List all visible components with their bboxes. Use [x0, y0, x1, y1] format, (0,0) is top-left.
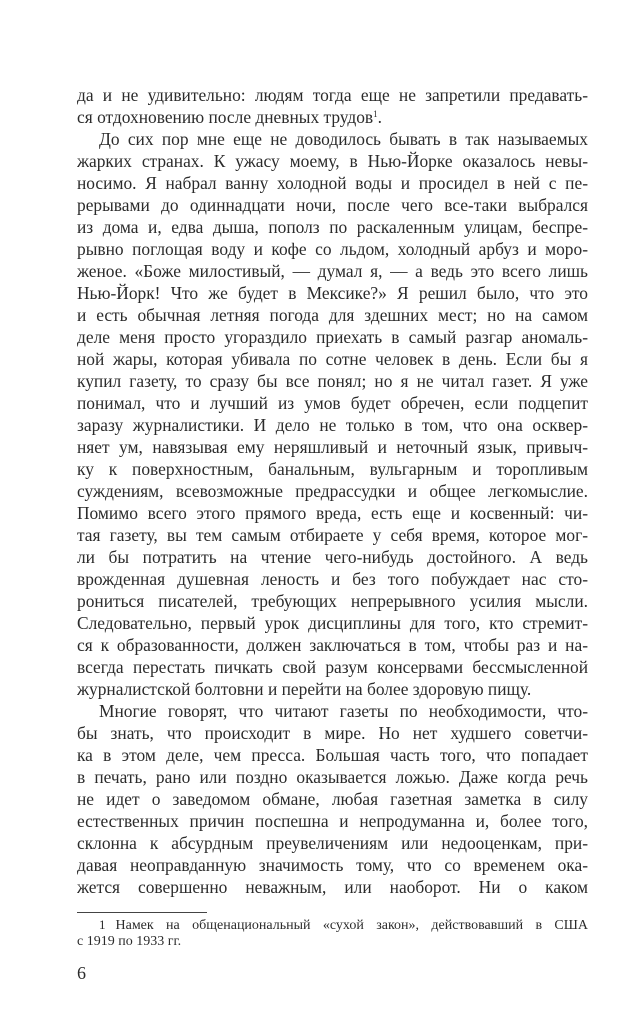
text-line: бы знать, что происходит в мире. Но нет худшего советчи- [77, 723, 588, 743]
text-line: Помимо всего этого прямого вреда, есть еще и косвенный: чи- [77, 503, 588, 523]
text-line: рерывами до одиннадцати ночи, после чего все-таки выбрался [77, 195, 588, 215]
footnote [77, 916, 588, 950]
text-line: купил газету, то сразу бы все понял; но я не читал газет. Я уже [77, 371, 588, 391]
text-line: понимал, что и лучший из умов будет обречен, если подцепит [77, 393, 588, 413]
text-line: деле меня просто угораздило приехать в самый разгар аномаль- [77, 327, 588, 347]
text-line: няет ум, навязывая ему неряшливый и неточный язык, привыч- [77, 437, 588, 457]
footnote-number: 1 [99, 917, 106, 932]
text-line: в печать, рано или поздно оказывается ложью. Даже когда речь [77, 767, 588, 787]
text-line: ся к образованности, должен заключаться в том, чтобы раз и на- [77, 635, 588, 655]
body-text [77, 84, 588, 898]
text-line: склонна к абсурдным преувеличениям или недооценкам, при- [77, 833, 588, 853]
text-line: рониться писателей, требующих непрерывного усилия мысли. [77, 591, 588, 611]
text-line: естественных причин поспешна и непродуманна и, более того, [77, 811, 588, 831]
text-line: из дома и, едва дыша, пополз по раскаленным улицам, беспре- [77, 217, 588, 237]
page-number: 6 [77, 963, 86, 983]
text-line: Следовательно, первый урок дисциплины для того, кто стремит- [77, 613, 588, 633]
text-line: жарких странах. К ужасу моему, в Нью-Йорке оказалось невы- [77, 151, 588, 171]
text-line: Нью-Йорк! Что же будет в Мексике?» Я решил было, что это [77, 283, 588, 303]
footnote-text: Намек на общенациональный «сухой закон», действовавший в США [115, 918, 588, 933]
text-line: заразу журналистики. И дело не только в том, что она осквер- [77, 415, 588, 435]
period: . [377, 107, 383, 127]
text-line: ку к поверхностным, банальным, вульгарным и торопливым [77, 459, 588, 479]
text-line: ли бы потратить на чтение чего-нибудь достойного. А ведь [77, 547, 588, 567]
footnote-reference[interactable]: 1 [373, 109, 378, 119]
footnote-line: с 1919 по 1933 гг. [77, 934, 182, 949]
text-line: всегда перестать пичкать свой разум консервами бессмысленной [77, 657, 588, 677]
text-line: врожденная душевная леность и без того побуждает нас сто- [77, 569, 588, 589]
text-line [77, 106, 588, 128]
text-line: и есть обычная летняя погода для здешних мест; но на самом [77, 305, 588, 325]
text-line: рывно поглощая воду и кофе со льдом, холодный арбуз и моро- [77, 239, 588, 259]
text-line: ной жары, которая убивала по сотне человек в день. Если бы я [77, 349, 588, 369]
text-line: жется совершенно неважным, или наоборот. Ни о каком [77, 877, 588, 897]
text-line: носимо. Я набрал ванну холодной воды и просидел в ней с пе- [77, 173, 588, 193]
text-line: журналистской болтовни и перейти на более здоровую пищу. [77, 679, 532, 699]
text-line: женое. «Боже милостивый, — думал я, — а ведь это всего лишь [77, 261, 588, 281]
text-line-content: ся отдохновению после дневных трудов [77, 107, 374, 127]
text-line: не идет о заведомом обмане, любая газетная заметка в силу [77, 789, 588, 809]
text-line: тая газету, вы тем самым отбираете у себя время, которое мог- [77, 525, 588, 545]
text-line: ка в этом деле, чем пресса. Большая часть того, что попадает [77, 745, 588, 765]
text-line: да и не удивительно: людям тогда еще не запретили предавать- [77, 85, 588, 105]
text-line: суждениям, всевозможные предрассудки и общее легкомыслие. [77, 481, 588, 501]
footnote-separator [77, 912, 207, 913]
footnote-line [77, 916, 588, 933]
text-line: давая неоправданную значимость тому, что со временем ока- [77, 855, 588, 875]
paragraph-start-line: До сих пор мне еще не доводилось бывать в так называемых [99, 129, 588, 149]
paragraph-start-line: Многие говорят, что читают газеты по необходимости, что- [99, 701, 588, 721]
